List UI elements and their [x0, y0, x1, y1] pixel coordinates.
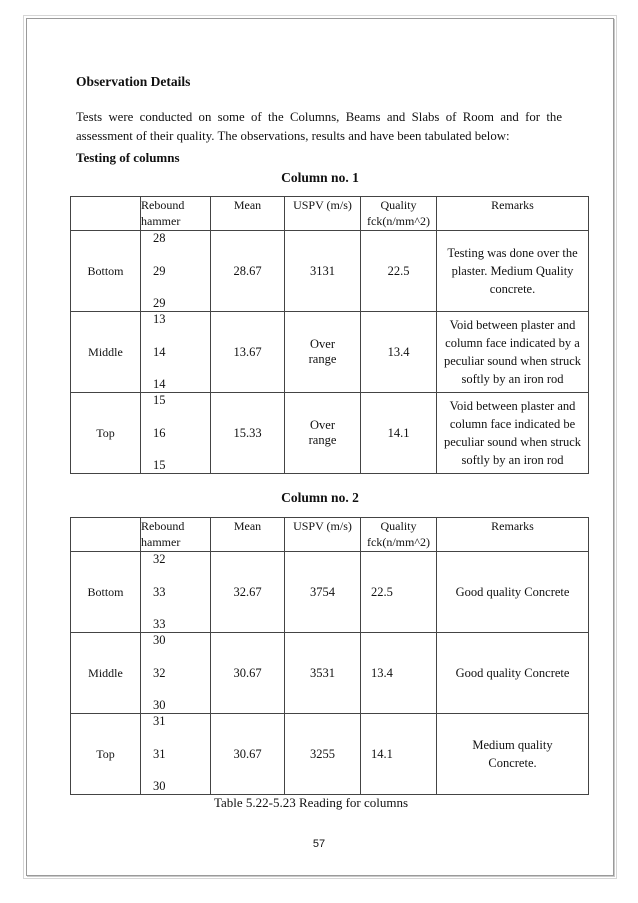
- subheading: Testing of columns: [76, 150, 180, 165]
- column1-table: [70, 196, 589, 474]
- header-mean: Mean: [211, 518, 285, 552]
- row-position: Bottom: [71, 552, 141, 633]
- table-row: [71, 552, 589, 633]
- uspv-value: Over range: [285, 393, 361, 474]
- uspv-value: Over range: [285, 312, 361, 393]
- reading: 13: [153, 312, 166, 326]
- reading: 33: [153, 584, 166, 599]
- quality-value: 14.1: [361, 714, 437, 795]
- rebound-readings: [141, 231, 211, 312]
- reading: 32: [153, 665, 166, 680]
- mean-value: 28.67: [211, 231, 285, 312]
- quality-value: 13.4: [361, 312, 437, 393]
- uspv-value: 3531: [285, 633, 361, 714]
- uspv-value: 3131: [285, 231, 361, 312]
- remarks-value: Void between plaster and column face indicated be peculiar sound when struck softly by an iron rod: [437, 393, 589, 474]
- reading: 15: [153, 393, 166, 407]
- header-mean: Mean: [211, 197, 285, 231]
- table-row: [71, 312, 589, 393]
- quality-value: 22.5: [361, 231, 437, 312]
- reading: 15: [153, 458, 166, 472]
- remarks-value: Testing was done over the plaster. Medium Quality concrete.: [437, 231, 589, 312]
- header-quality: Quality fck(n/mm^2): [361, 518, 437, 552]
- table2-title: Column no. 2: [281, 490, 359, 505]
- table-caption: Table 5.22-5.23 Reading for columns: [214, 795, 409, 810]
- table-row: [71, 633, 589, 714]
- mean-value: 15.33: [211, 393, 285, 474]
- reading: 30: [153, 698, 166, 712]
- reading: 14: [153, 377, 166, 391]
- header-quality: Quality fck(n/mm^2): [361, 197, 437, 231]
- reading: 29: [153, 296, 166, 310]
- reading: 33: [153, 617, 166, 631]
- quality-value: 13.4: [361, 633, 437, 714]
- reading: 31: [153, 714, 166, 728]
- column2-table: [70, 517, 589, 795]
- remarks-value: Medium quality Concrete.: [437, 714, 589, 795]
- reading: 16: [153, 425, 166, 440]
- remarks-value: Good quality Concrete: [437, 552, 589, 633]
- section-heading: Observation Details: [76, 74, 191, 89]
- remarks-value: Void between plaster and column face indicated by a peculiar sound when struck softly by an iron rod: [437, 312, 589, 393]
- mean-value: 30.67: [211, 714, 285, 795]
- table-row: [71, 231, 589, 312]
- header-empty: [71, 518, 141, 552]
- rebound-readings: [141, 714, 211, 795]
- quality-value: 14.1: [361, 393, 437, 474]
- uspv-value: 3754: [285, 552, 361, 633]
- table1-title: Column no. 1: [281, 170, 359, 185]
- table1-header-row: [71, 197, 589, 231]
- header-uspv: USPV (m/s): [285, 518, 361, 552]
- reading: 28: [153, 231, 166, 245]
- reading: 29: [153, 263, 166, 278]
- header-remarks: Remarks: [437, 518, 589, 552]
- reading: 32: [153, 552, 166, 566]
- intro-paragraph: Tests were conducted on some of the Columns, Beams and Slabs of Room and for the assessment of their quality. The observations, results and have been tabulated below:: [76, 110, 562, 143]
- table-row: [71, 393, 589, 474]
- header-empty: [71, 197, 141, 231]
- mean-value: 30.67: [211, 633, 285, 714]
- row-position: Middle: [71, 633, 141, 714]
- row-position: Middle: [71, 312, 141, 393]
- reading: 30: [153, 633, 166, 647]
- rebound-readings: [141, 312, 211, 393]
- reading: 30: [153, 779, 166, 793]
- mean-value: 32.67: [211, 552, 285, 633]
- header-rebound: Rebound hammer: [141, 197, 211, 231]
- header-uspv: USPV (m/s): [285, 197, 361, 231]
- rebound-readings: [141, 393, 211, 474]
- row-position: Bottom: [71, 231, 141, 312]
- header-remarks: Remarks: [437, 197, 589, 231]
- table2-header-row: [71, 518, 589, 552]
- row-position: Top: [71, 714, 141, 795]
- header-rebound: Rebound hammer: [141, 518, 211, 552]
- uspv-value: 3255: [285, 714, 361, 795]
- row-position: Top: [71, 393, 141, 474]
- quality-value: 22.5: [361, 552, 437, 633]
- reading: 14: [153, 344, 166, 359]
- rebound-readings: [141, 552, 211, 633]
- page-number: 57: [312, 838, 326, 850]
- table-row: [71, 714, 589, 795]
- rebound-readings: [141, 633, 211, 714]
- mean-value: 13.67: [211, 312, 285, 393]
- remarks-value: Good quality Concrete: [437, 633, 589, 714]
- reading: 31: [153, 746, 166, 761]
